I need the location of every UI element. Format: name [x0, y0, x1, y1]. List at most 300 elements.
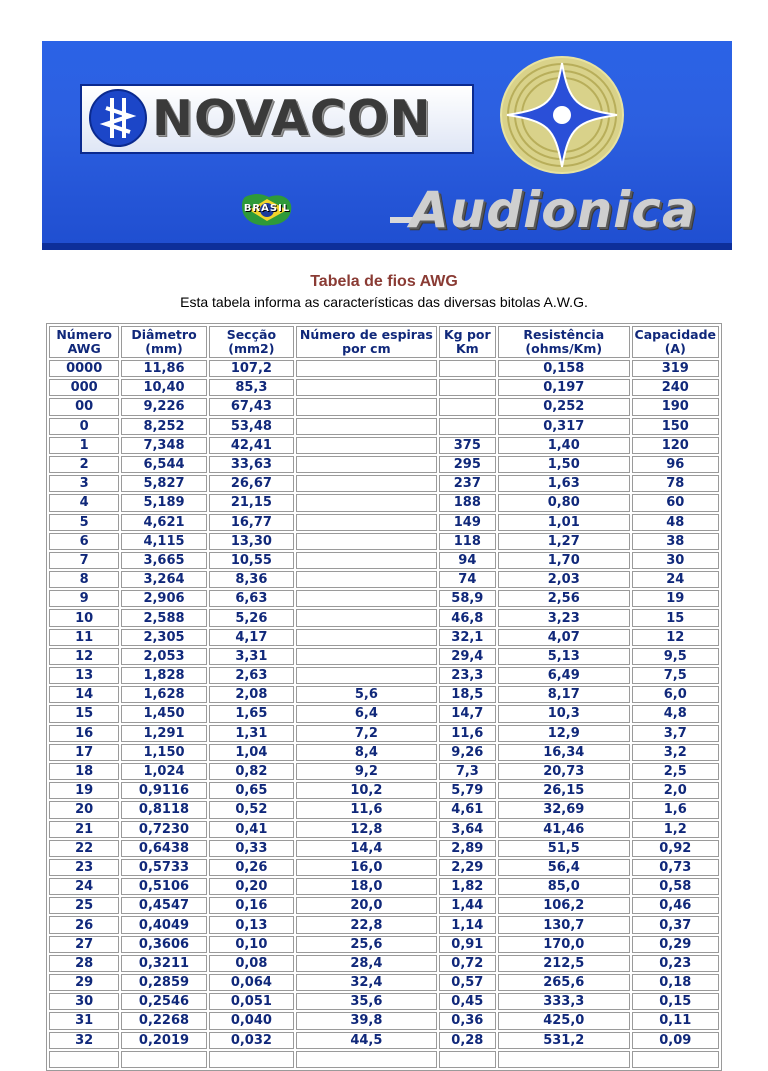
column-header-line: Número de espiras: [299, 327, 433, 342]
cell-section: 5,26: [209, 609, 294, 626]
cell-capacity: 150: [632, 418, 719, 435]
column-header-line: AWG: [67, 341, 101, 356]
cell-resistance: 0,158: [498, 360, 630, 377]
cell-kg-per-km: 2,29: [439, 859, 496, 876]
cell-capacity: 3,7: [632, 725, 719, 742]
table-row: [49, 475, 719, 492]
table-row: [49, 590, 719, 607]
table-row: [49, 897, 719, 914]
cell-turns-per-cm: [296, 629, 437, 646]
cell-kg-per-km: 11,6: [439, 725, 496, 742]
cell-diameter: 3,665: [121, 552, 206, 569]
cell-kg-per-km: 9,26: [439, 744, 496, 761]
cell-section: 42,41: [209, 437, 294, 454]
cell-section: 33,63: [209, 456, 294, 473]
table-row: [49, 418, 719, 435]
cell-section: 16,77: [209, 514, 294, 531]
table-row: [49, 437, 719, 454]
cell-turns-per-cm: 18,0: [296, 878, 437, 895]
cell-diameter: 5,189: [121, 494, 206, 511]
cell-section: 2,08: [209, 686, 294, 703]
cell-turns-per-cm: [296, 456, 437, 473]
cell-capacity: 4,8: [632, 705, 719, 722]
table-row: [49, 840, 719, 857]
cell-kg-per-km: 74: [439, 571, 496, 588]
column-header-line: Resistência: [523, 327, 605, 342]
table-row: [49, 955, 719, 972]
cell-resistance: 333,3: [498, 993, 630, 1010]
cell-section: 0,08: [209, 955, 294, 972]
cell-awg-number: 2: [49, 456, 119, 473]
cell-capacity: 190: [632, 398, 719, 415]
cell-section: 0,65: [209, 782, 294, 799]
cell-kg-per-km: 118: [439, 533, 496, 550]
column-header-kg-per-km: [439, 326, 496, 358]
table-row: [49, 974, 719, 991]
cell-diameter: 4,115: [121, 533, 206, 550]
cell-capacity: 1,2: [632, 821, 719, 838]
cell-awg-number: 31: [49, 1012, 119, 1029]
cell-capacity: 240: [632, 379, 719, 396]
cell-awg-number: 0000: [49, 360, 119, 377]
cell-awg-number: 7: [49, 552, 119, 569]
cell-section: 0,82: [209, 763, 294, 780]
cell-turns-per-cm: [296, 667, 437, 684]
cell-capacity: 0,73: [632, 859, 719, 876]
cell-resistance: 2,56: [498, 590, 630, 607]
cell-section: 0,051: [209, 993, 294, 1010]
cell-kg-per-km: 1,14: [439, 916, 496, 933]
table-row: [49, 571, 719, 588]
flag-label: BRASIL: [243, 203, 291, 214]
cell-diameter: 3,264: [121, 571, 206, 588]
cell-capacity: 60: [632, 494, 719, 511]
cell-capacity: 38: [632, 533, 719, 550]
cell-turns-per-cm: 20,0: [296, 897, 437, 914]
cell-awg-number: 30: [49, 993, 119, 1010]
cell-empty: [121, 1051, 206, 1068]
cell-awg-number: 22: [49, 840, 119, 857]
cell-capacity: 0,11: [632, 1012, 719, 1029]
cell-diameter: 1,150: [121, 744, 206, 761]
cell-capacity: 2,0: [632, 782, 719, 799]
table-row: [49, 936, 719, 953]
cell-section: 4,17: [209, 629, 294, 646]
column-header-line: (A): [664, 341, 686, 356]
cell-kg-per-km: [439, 418, 496, 435]
cell-kg-per-km: 149: [439, 514, 496, 531]
cell-capacity: 3,2: [632, 744, 719, 761]
cell-resistance: 20,73: [498, 763, 630, 780]
cell-capacity: 0,58: [632, 878, 719, 895]
cell-resistance: 5,13: [498, 648, 630, 665]
cell-resistance: 26,15: [498, 782, 630, 799]
cell-section: 53,48: [209, 418, 294, 435]
cell-capacity: 96: [632, 456, 719, 473]
cell-diameter: 0,5106: [121, 878, 206, 895]
page-title: Tabela de fios AWG: [310, 273, 458, 290]
cell-resistance: 10,3: [498, 705, 630, 722]
cell-diameter: 0,2859: [121, 974, 206, 991]
cell-turns-per-cm: [296, 552, 437, 569]
cell-turns-per-cm: 35,6: [296, 993, 437, 1010]
cell-kg-per-km: 0,28: [439, 1032, 496, 1049]
cell-section: 0,26: [209, 859, 294, 876]
cell-kg-per-km: [439, 360, 496, 377]
cell-capacity: 24: [632, 571, 719, 588]
cell-awg-number: 00: [49, 398, 119, 415]
cell-kg-per-km: 58,9: [439, 590, 496, 607]
table-row: [49, 667, 719, 684]
table-row: [49, 629, 719, 646]
table-row: [49, 533, 719, 550]
cell-section: 0,032: [209, 1032, 294, 1049]
cell-capacity: 2,5: [632, 763, 719, 780]
cell-empty: [296, 1051, 437, 1068]
column-header-line: Km: [455, 341, 479, 356]
cell-awg-number: 20: [49, 801, 119, 818]
cell-awg-number: 9: [49, 590, 119, 607]
cell-capacity: 30: [632, 552, 719, 569]
cell-resistance: 0,80: [498, 494, 630, 511]
cell-capacity: 0,23: [632, 955, 719, 972]
table-row: [49, 993, 719, 1010]
cell-diameter: 1,450: [121, 705, 206, 722]
cell-resistance: 0,317: [498, 418, 630, 435]
cell-capacity: 0,15: [632, 993, 719, 1010]
cell-section: 26,67: [209, 475, 294, 492]
cell-kg-per-km: 46,8: [439, 609, 496, 626]
cell-awg-number: 32: [49, 1032, 119, 1049]
cell-section: 1,04: [209, 744, 294, 761]
cell-kg-per-km: 0,45: [439, 993, 496, 1010]
page-subtitle: Esta tabela informa as características das diversas bitolas A.W.G.: [180, 294, 588, 310]
cell-turns-per-cm: 12,8: [296, 821, 437, 838]
cell-resistance: 130,7: [498, 916, 630, 933]
column-header-line: (ohms/Km): [525, 341, 603, 356]
table-row: [49, 821, 719, 838]
cell-diameter: 0,6438: [121, 840, 206, 857]
cell-section: 2,63: [209, 667, 294, 684]
cell-turns-per-cm: [296, 648, 437, 665]
cell-turns-per-cm: [296, 437, 437, 454]
cell-diameter: 0,3211: [121, 955, 206, 972]
cell-kg-per-km: 295: [439, 456, 496, 473]
cell-capacity: 0,92: [632, 840, 719, 857]
cell-section: 1,31: [209, 725, 294, 742]
cell-awg-number: 26: [49, 916, 119, 933]
cell-kg-per-km: 2,89: [439, 840, 496, 857]
column-header-turns-per-cm: [296, 326, 437, 358]
cell-turns-per-cm: [296, 475, 437, 492]
cell-turns-per-cm: 16,0: [296, 859, 437, 876]
cell-resistance: 6,49: [498, 667, 630, 684]
cell-section: 13,30: [209, 533, 294, 550]
cell-section: 0,10: [209, 936, 294, 953]
header-row: [49, 326, 719, 358]
header-banner: [42, 41, 732, 250]
cell-resistance: 1,50: [498, 456, 630, 473]
cell-diameter: 5,827: [121, 475, 206, 492]
cell-turns-per-cm: [296, 418, 437, 435]
cell-turns-per-cm: 6,4: [296, 705, 437, 722]
cell-awg-number: 18: [49, 763, 119, 780]
cell-section: 0,33: [209, 840, 294, 857]
cell-turns-per-cm: [296, 514, 437, 531]
column-header-capacity: [632, 326, 719, 358]
cell-kg-per-km: 32,1: [439, 629, 496, 646]
cell-resistance: 0,197: [498, 379, 630, 396]
cell-section: 8,36: [209, 571, 294, 588]
cell-diameter: 1,628: [121, 686, 206, 703]
cell-resistance: 8,17: [498, 686, 630, 703]
cell-turns-per-cm: 39,8: [296, 1012, 437, 1029]
cell-capacity: 0,37: [632, 916, 719, 933]
cell-diameter: 0,2019: [121, 1032, 206, 1049]
cell-resistance: 106,2: [498, 897, 630, 914]
cell-diameter: 2,906: [121, 590, 206, 607]
cell-diameter: 1,024: [121, 763, 206, 780]
cell-diameter: 0,7230: [121, 821, 206, 838]
cell-awg-number: 23: [49, 859, 119, 876]
table-row: [49, 360, 719, 377]
column-header-line: Diâmetro: [131, 327, 197, 342]
cell-awg-number: 12: [49, 648, 119, 665]
cell-turns-per-cm: [296, 494, 437, 511]
cell-kg-per-km: 4,61: [439, 801, 496, 818]
cell-capacity: 120: [632, 437, 719, 454]
cell-capacity: 9,5: [632, 648, 719, 665]
cell-awg-number: 17: [49, 744, 119, 761]
cell-turns-per-cm: 25,6: [296, 936, 437, 953]
cell-capacity: 0,18: [632, 974, 719, 991]
cell-turns-per-cm: [296, 609, 437, 626]
cell-kg-per-km: 18,5: [439, 686, 496, 703]
cell-diameter: 0,9116: [121, 782, 206, 799]
cell-kg-per-km: 375: [439, 437, 496, 454]
cell-capacity: 12: [632, 629, 719, 646]
cell-turns-per-cm: [296, 360, 437, 377]
cell-capacity: 319: [632, 360, 719, 377]
cell-turns-per-cm: [296, 379, 437, 396]
cell-turns-per-cm: [296, 590, 437, 607]
cell-diameter: 7,348: [121, 437, 206, 454]
cell-turns-per-cm: [296, 398, 437, 415]
table-row: [49, 398, 719, 415]
column-header-line: (mm2): [228, 341, 275, 356]
column-header-line: por cm: [342, 341, 391, 356]
cell-resistance: 531,2: [498, 1032, 630, 1049]
table-row: [49, 859, 719, 876]
table-row: [49, 456, 719, 473]
cell-resistance: 170,0: [498, 936, 630, 953]
cell-turns-per-cm: 44,5: [296, 1032, 437, 1049]
cell-diameter: 0,5733: [121, 859, 206, 876]
table-row: [49, 782, 719, 799]
cell-diameter: 8,252: [121, 418, 206, 435]
cell-resistance: 0,252: [498, 398, 630, 415]
cell-kg-per-km: 3,64: [439, 821, 496, 838]
cell-awg-number: 29: [49, 974, 119, 991]
table-row: [49, 1012, 719, 1029]
column-header-diameter: [121, 326, 206, 358]
cell-section: 0,16: [209, 897, 294, 914]
table-row: [49, 916, 719, 933]
cell-resistance: 41,46: [498, 821, 630, 838]
table-row: [49, 801, 719, 818]
cell-diameter: 0,3606: [121, 936, 206, 953]
cell-kg-per-km: 237: [439, 475, 496, 492]
cell-capacity: 0,09: [632, 1032, 719, 1049]
cell-kg-per-km: 7,3: [439, 763, 496, 780]
cell-turns-per-cm: 14,4: [296, 840, 437, 857]
cell-diameter: 0,8118: [121, 801, 206, 818]
cell-resistance: 4,07: [498, 629, 630, 646]
column-header-section: [209, 326, 294, 358]
column-header-line: Número: [56, 327, 112, 342]
cell-resistance: 265,6: [498, 974, 630, 991]
cell-awg-number: 24: [49, 878, 119, 895]
cell-section: 67,43: [209, 398, 294, 415]
table-row: [49, 648, 719, 665]
cell-kg-per-km: 188: [439, 494, 496, 511]
cell-section: 0,064: [209, 974, 294, 991]
cell-turns-per-cm: 9,2: [296, 763, 437, 780]
cell-kg-per-km: 1,44: [439, 897, 496, 914]
table-row: [49, 763, 719, 780]
cell-turns-per-cm: 28,4: [296, 955, 437, 972]
column-header-line: Secção: [226, 327, 277, 342]
table-header: [49, 326, 719, 358]
cell-empty: [49, 1051, 119, 1068]
cell-kg-per-km: 23,3: [439, 667, 496, 684]
cell-turns-per-cm: 5,6: [296, 686, 437, 703]
cell-capacity: 7,5: [632, 667, 719, 684]
cell-turns-per-cm: 11,6: [296, 801, 437, 818]
cell-section: 6,63: [209, 590, 294, 607]
awg-wire-table: [46, 323, 722, 1071]
cell-section: 0,41: [209, 821, 294, 838]
column-header-line: Capacidade: [634, 327, 717, 342]
cell-capacity: 0,46: [632, 897, 719, 914]
cell-resistance: 3,23: [498, 609, 630, 626]
cell-awg-number: 25: [49, 897, 119, 914]
cell-resistance: 1,70: [498, 552, 630, 569]
cell-section: 85,3: [209, 379, 294, 396]
table-row: [49, 705, 719, 722]
cell-section: 107,2: [209, 360, 294, 377]
column-header-resistance: [498, 326, 630, 358]
table-row: [49, 609, 719, 626]
cell-diameter: 4,621: [121, 514, 206, 531]
cell-capacity: 15: [632, 609, 719, 626]
table-row-empty: [49, 1051, 719, 1068]
cell-kg-per-km: 0,36: [439, 1012, 496, 1029]
cell-resistance: 1,40: [498, 437, 630, 454]
cell-awg-number: 8: [49, 571, 119, 588]
cell-empty: [439, 1051, 496, 1068]
cell-kg-per-km: 14,7: [439, 705, 496, 722]
cell-resistance: 12,9: [498, 725, 630, 742]
table-row: [49, 725, 719, 742]
cell-capacity: 6,0: [632, 686, 719, 703]
cell-awg-number: 16: [49, 725, 119, 742]
table-row: [49, 1032, 719, 1049]
cell-diameter: 9,226: [121, 398, 206, 415]
cell-turns-per-cm: 8,4: [296, 744, 437, 761]
table-body: [49, 360, 719, 1068]
cell-empty: [209, 1051, 294, 1068]
cell-section: 0,52: [209, 801, 294, 818]
cell-diameter: 0,4049: [121, 916, 206, 933]
cell-capacity: 48: [632, 514, 719, 531]
cell-turns-per-cm: [296, 533, 437, 550]
table-row: [49, 494, 719, 511]
cell-awg-number: 15: [49, 705, 119, 722]
banner-bottom-bar: [42, 243, 732, 250]
table-row: [49, 514, 719, 531]
cell-turns-per-cm: 32,4: [296, 974, 437, 991]
cell-awg-number: 5: [49, 514, 119, 531]
cell-section: 0,040: [209, 1012, 294, 1029]
cell-section: 10,55: [209, 552, 294, 569]
cell-awg-number: 19: [49, 782, 119, 799]
cell-awg-number: 6: [49, 533, 119, 550]
cell-empty: [632, 1051, 719, 1068]
cell-section: 1,65: [209, 705, 294, 722]
cell-awg-number: 1: [49, 437, 119, 454]
cell-diameter: 2,053: [121, 648, 206, 665]
cell-kg-per-km: 5,79: [439, 782, 496, 799]
cell-awg-number: 14: [49, 686, 119, 703]
company-name: NOVACON: [152, 90, 432, 147]
cell-kg-per-km: 0,91: [439, 936, 496, 953]
cell-diameter: 2,588: [121, 609, 206, 626]
cell-resistance: 1,01: [498, 514, 630, 531]
table-row: [49, 379, 719, 396]
cell-diameter: 0,4547: [121, 897, 206, 914]
cell-diameter: 0,2546: [121, 993, 206, 1010]
cell-empty: [498, 1051, 630, 1068]
cell-awg-number: 000: [49, 379, 119, 396]
cell-resistance: 51,5: [498, 840, 630, 857]
cell-resistance: 85,0: [498, 878, 630, 895]
audionica-emblem-icon: [499, 55, 625, 175]
cell-capacity: 1,6: [632, 801, 719, 818]
cell-awg-number: 4: [49, 494, 119, 511]
novacon-logo-icon: [88, 88, 148, 148]
table-row: [49, 686, 719, 703]
cell-awg-number: 11: [49, 629, 119, 646]
cell-diameter: 1,291: [121, 725, 206, 742]
cell-diameter: 10,40: [121, 379, 206, 396]
cell-awg-number: 28: [49, 955, 119, 972]
cell-capacity: 19: [632, 590, 719, 607]
column-header-awg-number: [49, 326, 119, 358]
cell-kg-per-km: [439, 379, 496, 396]
cell-resistance: 1,63: [498, 475, 630, 492]
cell-resistance: 2,03: [498, 571, 630, 588]
cell-kg-per-km: 94: [439, 552, 496, 569]
cell-resistance: 425,0: [498, 1012, 630, 1029]
column-header-line: Kg por: [443, 327, 491, 342]
cell-kg-per-km: 29,4: [439, 648, 496, 665]
cell-awg-number: 3: [49, 475, 119, 492]
cell-diameter: 0,2268: [121, 1012, 206, 1029]
cell-kg-per-km: 1,82: [439, 878, 496, 895]
cell-resistance: 32,69: [498, 801, 630, 818]
column-header-line: (mm): [145, 341, 183, 356]
